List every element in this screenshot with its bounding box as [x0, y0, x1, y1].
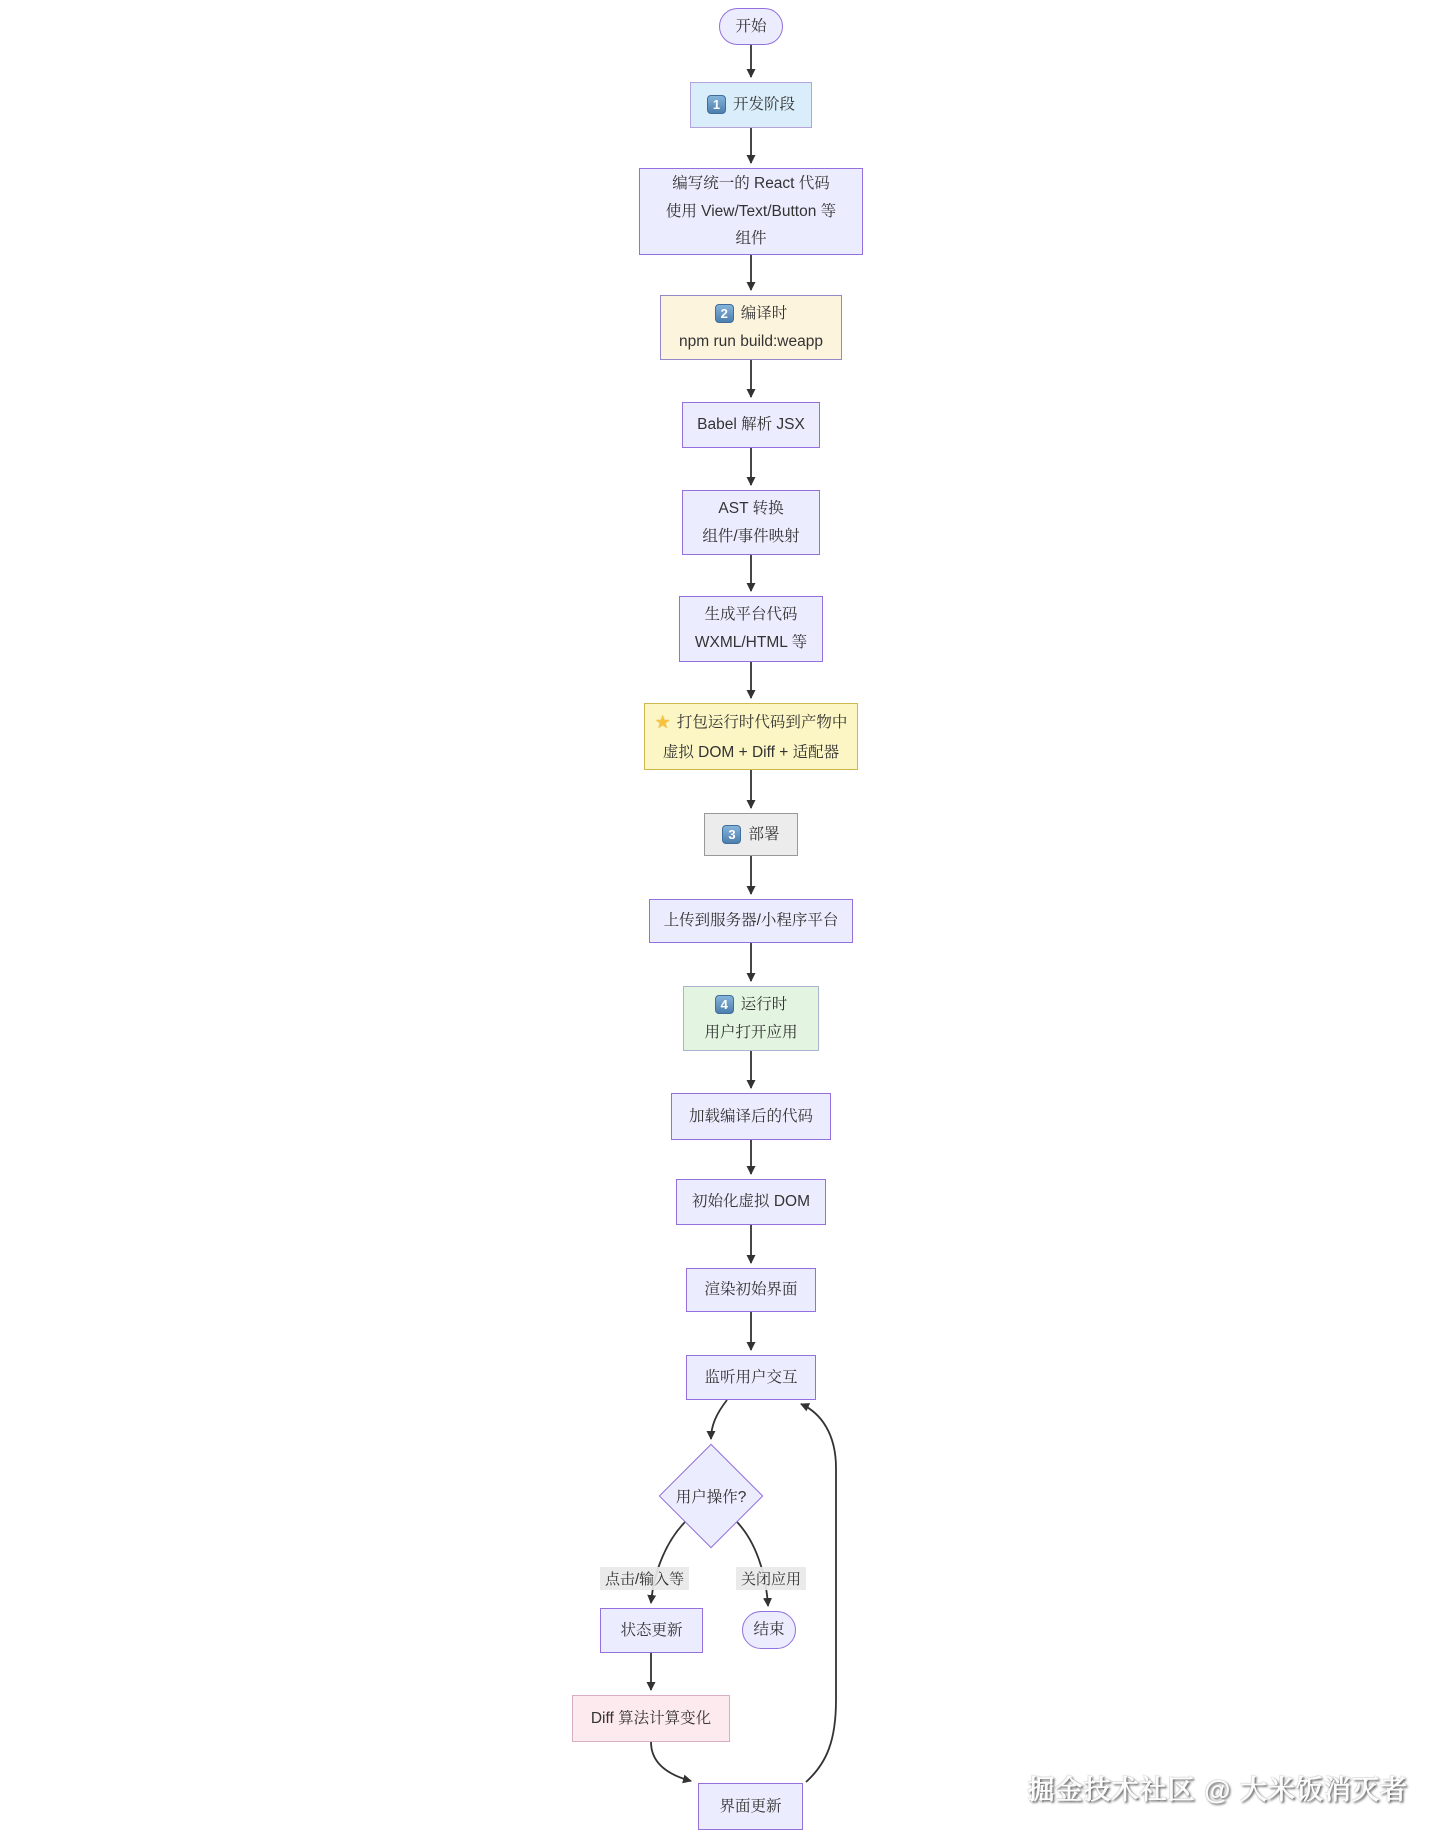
node-runtime-line2: 用户打开应用 [704, 1023, 798, 1041]
node-dev-phase [690, 82, 812, 128]
node-bundle-runtime [644, 703, 858, 770]
node-bundle-runtime-line2: 虚拟 DOM + Diff + 适配器 [662, 743, 840, 761]
node-babel-parse-label: Babel 解析 JSX [697, 416, 805, 434]
keycap-2-icon: 2 [715, 304, 734, 323]
node-end-label: 结束 [753, 1621, 785, 1639]
edge-ui-listen-loop [801, 1404, 836, 1782]
watermark: 掘金技术社区 @ 大米饭消灭者 [1027, 1775, 1408, 1805]
node-start [719, 8, 783, 45]
node-diff-calc-label: Diff 算法计算变化 [590, 1709, 712, 1727]
edge-label-click-input: 点击/输入等 [600, 1567, 689, 1590]
node-compile-time [660, 295, 842, 360]
node-user-action-decision-label: 用户操作? [675, 1489, 747, 1506]
node-init-virtual-dom-label: 初始化虚拟 DOM [692, 1193, 810, 1211]
node-end [742, 1611, 796, 1649]
node-bundle-runtime-label: 打包运行时代码到产物中 [676, 713, 848, 731]
node-generate-platform-code [679, 596, 823, 662]
node-render-initial-ui [686, 1268, 816, 1312]
node-write-react-code-line1: 编写统一的 React 代码 [672, 174, 830, 192]
node-init-virtual-dom [676, 1179, 826, 1225]
node-ast-transform-line1: AST 转换 [718, 499, 784, 517]
node-upload-server [649, 899, 853, 943]
star-icon: ★ [654, 712, 671, 733]
node-write-react-code-line3: 组件 [735, 230, 767, 248]
keycap-3-icon: 3 [722, 825, 741, 844]
node-listen-interaction-label: 监听用户交互 [704, 1368, 798, 1386]
keycap-1-icon: 1 [707, 95, 726, 114]
node-listen-interaction [686, 1355, 816, 1400]
node-user-action-decision [659, 1444, 763, 1548]
node-ui-update [698, 1783, 803, 1830]
edge-listen-decision [711, 1400, 727, 1439]
node-load-compiled-code [671, 1093, 831, 1140]
node-deploy [704, 813, 798, 856]
node-dev-phase-label: 开发阶段 [732, 96, 795, 114]
node-deploy-label: 部署 [748, 825, 780, 843]
node-ui-update-label: 界面更新 [719, 1797, 782, 1815]
node-compile-time-command: npm run build:weapp [679, 332, 823, 350]
node-ast-transform-line2: 组件/事件映射 [702, 527, 800, 545]
node-runtime-label: 运行时 [740, 995, 788, 1013]
node-state-update [600, 1608, 703, 1653]
node-start-label: 开始 [735, 17, 767, 35]
node-load-compiled-code-label: 加载编译后的代码 [688, 1107, 813, 1125]
node-babel-parse [682, 402, 820, 448]
node-runtime [683, 986, 819, 1051]
node-write-react-code [639, 168, 863, 255]
node-write-react-code-line2: 使用 View/Text/Button 等 [665, 202, 837, 220]
edge-label-close-app: 关闭应用 [736, 1567, 806, 1590]
node-generate-platform-code-line1: 生成平台代码 [704, 606, 798, 624]
node-ast-transform [682, 490, 820, 555]
node-generate-platform-code-line2: WXML/HTML 等 [694, 634, 808, 651]
edge-diff-ui [651, 1742, 691, 1781]
keycap-4-icon: 4 [715, 995, 734, 1014]
node-render-initial-ui-label: 渲染初始界面 [704, 1281, 798, 1299]
node-compile-time-label: 编译时 [740, 304, 788, 322]
node-diff-calc [572, 1695, 730, 1742]
node-upload-server-label: 上传到服务器/小程序平台 [663, 912, 839, 930]
node-state-update-label: 状态更新 [620, 1621, 683, 1639]
